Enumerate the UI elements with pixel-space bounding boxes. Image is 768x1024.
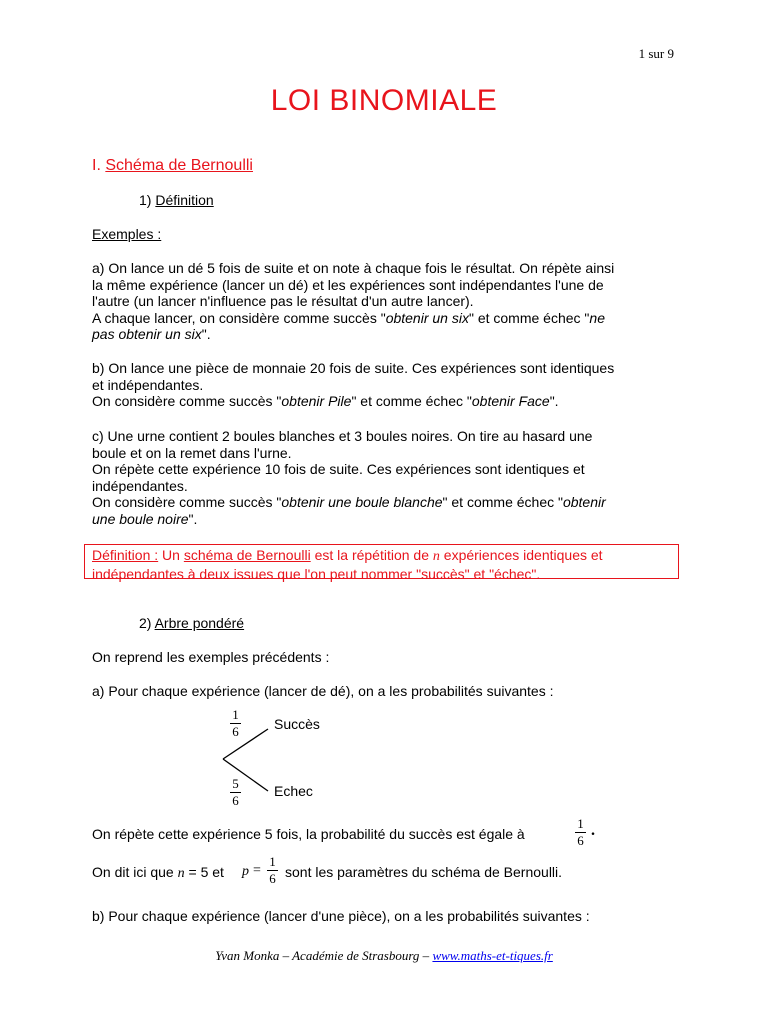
- reprise-text: On reprend les exemples précédents :: [92, 649, 330, 665]
- tree-b-intro: b) Pour chaque expérience (lancer d'une pièce), on a les probabilités suivantes :: [92, 908, 590, 924]
- example-b-line: et indépendantes.: [92, 376, 204, 393]
- definition-label: Définition :: [92, 547, 159, 563]
- example-c: [92, 428, 682, 527]
- example-b-line: b) On lance une pièce de monnaie 20 fois de suite. Ces expériences sont identiques: [92, 360, 615, 376]
- subsection-number: 1): [139, 192, 156, 208]
- footer-link[interactable]: www.maths-et-tiques.fr: [432, 948, 553, 963]
- probability-tree: [220, 726, 270, 796]
- example-a-line: pas obtenir un six".: [92, 326, 211, 342]
- variable-n: n: [177, 866, 185, 881]
- page-title: LOI BINOMIALE: [270, 84, 498, 117]
- example-c-line: On considère comme succès "obtenir une boule blanche" et comme échec "obtenir: [92, 494, 606, 510]
- section-numeral: I.: [92, 157, 106, 174]
- params-line: On dit ici que n = 5 et: [92, 864, 224, 881]
- example-c-line: On répète cette expérience 10 fois de suite. Ces expériences sont identiques et: [92, 461, 585, 477]
- example-a-line: A chaque lancer, on considère comme succès "obtenir un six" et comme échec "ne: [92, 309, 605, 326]
- page-number: 1 sur 9: [638, 46, 674, 61]
- tree-label-success: Succès: [274, 716, 320, 732]
- example-b: [92, 360, 682, 410]
- fraction-success: 1 6: [230, 708, 241, 739]
- footer-author: Yvan Monka – Académie de Strasbourg –: [215, 948, 433, 963]
- variable-n: n: [432, 549, 440, 564]
- example-a: [92, 260, 682, 343]
- variable-p: p: [242, 864, 249, 879]
- subsection-definition: [139, 192, 214, 209]
- subsection-number: 2): [139, 615, 155, 631]
- definition-line: Définition : Un schéma de Bernoulli est la répétition de n expériences identiques et: [92, 547, 603, 564]
- example-c-line: boule et on la remet dans l'urne.: [92, 444, 292, 461]
- subsection-label: Définition: [155, 192, 214, 208]
- subsection-label: Arbre pondéré: [154, 615, 245, 631]
- equals-sign: =: [253, 863, 261, 878]
- repeat-line-end: .: [591, 822, 595, 839]
- footer: [0, 948, 768, 964]
- example-c-line: une boule noire".: [92, 510, 198, 527]
- repeat-line: On répète cette expérience 5 fois, la probabilité du succès est égale à: [92, 826, 525, 842]
- params-line-end: sont les paramètres du schéma de Bernoulli.: [285, 864, 563, 880]
- section-title: Schéma de Bernoulli: [105, 157, 253, 174]
- section-heading: [92, 157, 253, 175]
- tree-a-intro: a) Pour chaque expérience (lancer de dé), on a les probabilités suivantes :: [92, 683, 554, 699]
- example-c-line: indépendantes.: [92, 477, 188, 494]
- subsection-weighted-tree: [139, 615, 244, 632]
- fraction-probability: 1 6: [575, 817, 586, 848]
- example-b-line: On considère comme succès "obtenir Pile" et comme échec "obtenir Face".: [92, 393, 559, 409]
- example-c-line: c) Une urne contient 2 boules blanches et 3 boules noires. On tire au hasard une: [92, 428, 593, 444]
- fraction-failure: 5 6: [230, 777, 241, 808]
- example-a-line: a) On lance un dé 5 fois de suite et on note à chaque fois le résultat. On répète ainsi: [92, 260, 615, 276]
- example-a-line: l'autre (un lancer n'influence pas le résultat d'un autre lancer).: [92, 293, 474, 309]
- definition-box: [84, 544, 679, 582]
- examples-label: Exemples :: [92, 226, 162, 242]
- fraction-p: 1 6: [267, 855, 278, 886]
- definition-line: indépendantes à deux issues que l'on peut nommer "succès" et "échec".: [92, 565, 541, 582]
- tree-label-failure: Echec: [274, 783, 313, 799]
- definition-term: schéma de Bernoulli: [183, 547, 311, 563]
- example-a-line: la même expérience (lancer un dé) et les expériences sont indépendantes l'une de: [92, 276, 604, 293]
